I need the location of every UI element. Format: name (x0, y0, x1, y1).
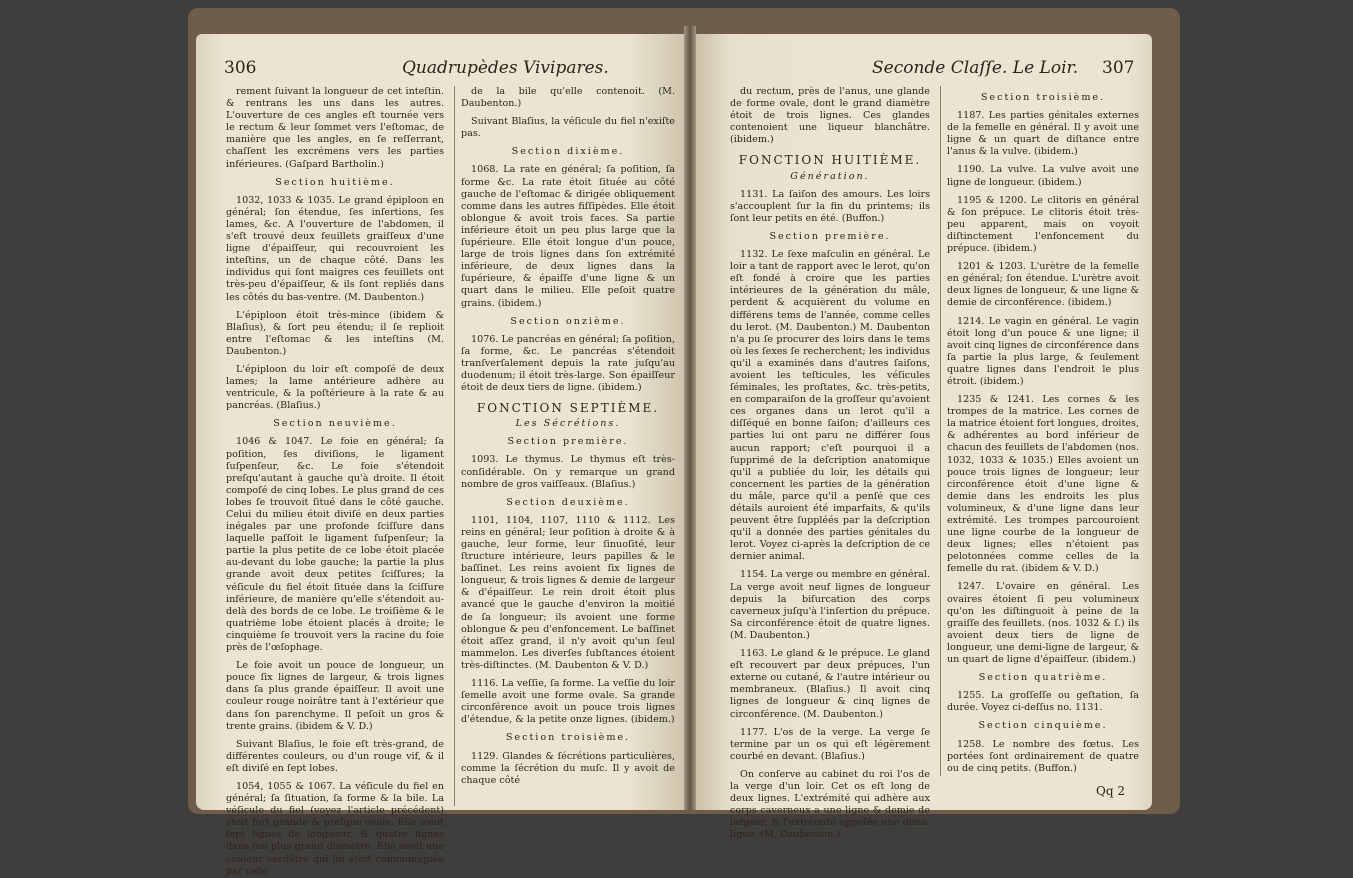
paragraph: 1177. L'os de la verge. La verge ſe termine par un os qui eſt légèrement courbé en devant. (Blaſius.) (730, 726, 930, 762)
subheading: Les Sécrétions. (515, 418, 621, 430)
paragraph: 1046 & 1047. Le foie en général; ſa poſition, ſes diviſions, le ligament ſuſpenſeur, &c. Le foie s'étendoit preſqu'autant à gauche qu'à droite. Il étoit compoſé de cinq lobes. Le plus grand de ces lobes ſe trouvoit ſitué dans le côté gauche. Celui du milieu étoit diviſé en deux parties inégales par une profonde ſciſſure dans laquelle paſſoit le ligament ſuſpenſeur; la partie la plus petite de ce lobe étoit placée au-devant du lobe gauche; la partie la plus grande avoit deux petites ſciſſures; la véſicule du fiel étoit ſituée dans la ſciſſure inférieure, de manière qu'elle s'étendoit au-delà des bords de ce lobe. Le troiſième & le quatrième lobe étoient placés à droite; le cinquième ſe trouvoit vers la racine du foie près de l'œſophage. (226, 436, 444, 654)
function-heading: FONCTION HUITIÈME. (738, 153, 922, 168)
paragraph: 1116. La veſſie, ſa forme. La veſſie du loir ſemelle avoit une forme ovale. Sa grande circonférence avoit un pouce trois lignes d'étendue, & la petite onze lignes. (ibidem.) (461, 678, 675, 726)
book-gutter (684, 26, 696, 810)
running-title-right: Seconde Claſſe. Le Loir. (872, 58, 1079, 78)
paragraph: de la bile qu'elle contenoit. (M. Daubenton.) (461, 86, 675, 110)
paragraph: L'épiploon étoit très-mince (ibidem & Blaſius), & ſort peu étendu; il ſe replioit entre l'eſtomac & les inteſtins (M. Daubenton.) (226, 309, 444, 357)
paragraph: 1255. La groſſeſſe ou geſtation, ſa durée. Voyez ci-deſſus no. 1131. (947, 690, 1139, 714)
left-column-2 (454, 86, 675, 806)
section-heading: Section dixième. (511, 146, 625, 158)
section-heading: Section onzième. (510, 315, 626, 327)
paragraph: 1076. Le pancréas en général; ſa poſition, ſa forme, &c. Le pancréas s'étendoit tranſverſalement depuis la rate juſqu'au duodenum; il étoit très-large. Son épaiſſeur étoit de deux tiers de ligne. (ibidem.) (461, 333, 676, 394)
signature-mark: Qq 2 (1096, 784, 1125, 798)
paragraph: 1054, 1055 & 1067. La véſicule du fiel en général; ſa ſituation, ſa forme & la bile. La véſicule du fiel (voyez l'article précédent) étoit fort grande & preſque ovale. Elle avoit ſept lignes de longueur, & quatre lignes dans ſon plus grand diamètre. Elle avoit une couleur verdâtre qui lui étoit communiquée par celle (226, 780, 444, 877)
section-heading: Section troisième. (980, 92, 1106, 103)
paragraph: 1187. Les parties génitales externes de la femelle en général. Il y avoit une ligne & un quart de diſtance entre l'anus & la vulve. (ibidem.) (947, 110, 1139, 158)
paragraph: 1214. Le vagin en général. Le vagin étoit long d'un pouce & une ligne; il avoit cinq lignes de circonférence dans ſa partie la plus large, & ſeulement quatre lignes dans l'endroit le plus étroit. (ibidem.) (947, 315, 1139, 387)
paragraph: L'épiploon du loir eſt compoſé de deux lames; la lame antérieure adhère au ventricule, & la poſtérieure à la rate & au pancréas. (Blaſius.) (226, 363, 444, 412)
paragraph: 1132. Le ſexe maſculin en général. Le loir a tant de rapport avec le lerot, qu'on eſt fondé à croire que les parties intérieures de la génération du mâle, perdent & acquièrent du volume en différens tems de l'année, comme celles du lerot. (M. Daubenton.) M. Daubenton n'a pu ſe procurer des loirs dans le tems où les ſexes ſe recherchent; les individus qu'il a examinés dans d'autres ſaiſons, avoient les teſticules, les véſicules ſéminales, les proſtates, &c. très-petits, en comparaiſon de la groſſeur qu'avoient ces organes dans un lerot qu'il a diſſéqué en bonne ſaiſon; d'ailleurs ces parties lui ont paru ne différer ſous aucun rapport; c'eſt pourquoi il a ſupprimé de la deſcription anatomique qu'il a publiée du loir, les détails qui concernent les parties de la génération du mâle, parce qu'il a penſé que ces détails auroient été imparfaits, & qu'ils peuvent être ſuppléés par la deſcription qu'il a donnée des parties génitales du lerot. Voyez ci-après la deſcription de ce dernier animal. (730, 249, 930, 563)
right-column-1 (730, 86, 930, 841)
paragraph: 1101, 1104, 1107, 1110 & 1112. Les reins en général; leur poſition à droite & à gauche, leur forme, leur ſinuoſité, leur ſtructure intérieure, leurs papilles & le baſſinet. Les reins avoient ſix lignes de longueur, & trois lignes & demie de largeur & d'épaiſſeur. Le rein droit étoit plus avancé que le gauche d'environ la moitié de ſa longueur; ils avoient une forme oblongue & peu d'enfoncement. Le baſſinet étoit aſſez grand, il n'y avoit qu'un ſeul mammelon. Les diverſes ſubſtances étoient très-diſtinctes. (M. Daubenton & V. D.) (461, 514, 675, 671)
section-heading: Section troisième. (505, 732, 631, 744)
paragraph: rement ſuivant la longueur de cet inteſtin. & rentrans les uns dans les autres. L'ouverture de ces angles eſt tournée vers le rectum & leur ſommet vers l'eſtomac, de manière que les angles, en ſe reſſerrant, chaſſent les excrémens vers les parties inférieures. (Gaſpard Bartholin.) (226, 86, 444, 170)
left-column-1 (226, 86, 444, 877)
paragraph: 1093. Le thymus. Le thymus eſt très-conſidérable. On y remarque un grand nombre de gros vaiſſeaux. (Blaſius.) (461, 454, 675, 490)
left-page-header (224, 58, 664, 82)
page-number-right: 307 (1102, 58, 1135, 78)
section-heading: Section neuvième. (273, 418, 397, 430)
paragraph: Suivant Blaſius, le foie eſt très-grand, de différentes couleurs, ou d'un rouge vif, & il eſt diviſé en ſept lobes. (226, 738, 444, 774)
paragraph: 1154. La verge ou membre en général. La verge avoit neuf lignes de longueur depuis la biſurcation des corps caverneux juſqu'à l'inſertion du prépuce. Sa circonférence étoit de quatre lignes. (M. Daubenton.) (730, 569, 930, 641)
paragraph: Le foie avoit un pouce de longueur, un pouce ſix lignes de largeur, & trois lignes dans ſa plus grande épaiſſeur. Il avoit une couleur rouge noirâtre tant à l'extérieur que dans ſon parenchyme. Il peſoit un gros & trente grains. (ibidem & V. D.) (226, 660, 444, 732)
paragraph: On conſerve au cabinet du roi l'os de la verge d'un loir. Cet os eſt long de deux lignes. L'extrémité qui adhère aux corps caverneux a une ligne & demie de largeur, & l'extrémité oppoſée une demi-ligne. (M. Daubenton.) (730, 768, 930, 841)
paragraph: 1129. Glandes & ſécrétions particulières, comme la ſécrétion du muſc. Il y avoit de chaque côté (461, 750, 675, 786)
right-column-2 (940, 86, 1139, 776)
paragraph: 1195 & 1200. Le clitoris en général & ſon prépuce. Le clitoris étoit très-peu apparent, mais on voyoit diſtinctement l'enfoncement du prépuce. (ibidem.) (947, 194, 1139, 255)
paragraph: 1201 & 1203. L'urètre de la femelle en général; ſon étendue. L'urètre avoit deux lignes de longueur, & une ligne & demie de circonférence. (ibidem.) (947, 261, 1139, 309)
section-heading: Section cinquième. (978, 720, 1108, 732)
paragraph: Suivant Blaſius, la véſicule du fiel n'exiſte pas. (461, 116, 675, 140)
paragraph: du rectum, près de l'anus, une glande de forme ovale, dont le grand diamètre étoit de trois lignes. Ces glandes contenoient une liqueur blanchâtre. (ibidem.) (730, 86, 930, 146)
page-number-left: 306 (224, 58, 257, 78)
running-title-left: Quadrupèdes Vivipares. (402, 58, 609, 78)
subheading: Génération. (790, 170, 870, 182)
paragraph: 1235 & 1241. Les cornes & les trompes de la matrice. Les cornes de la matrice étoient fort longues, droites, & adhérentes au bord inférieur de chacun des feuillets de l'abdomen (nos. 1032, 1033 & 1035.) Elles avoient un pouce trois lignes de longueur; leur circonférence étoit d'une ligne & demie dans les endroits les plus volumineux, & d'une ligne dans leur extrémité. Les trompes parcouroient une ligne courbe de la longueur de deux lignes; elles n'étoient pas pelotonnées comme celles de la femelle du rat. (ibidem & V. D.) (947, 394, 1139, 575)
section-heading: Section première. (507, 436, 629, 448)
paragraph: 1032, 1033 & 1035. Le grand épiploon en général; ſon étendue, ſes inſertions, ſes lames, &c. A l'ouverture de l'abdomen, il s'eſt trouvé deux feuillets graiſſeux d'une ligne d'épaiſſeur, qui recouvroient les inteſtins, un de chaque côté. Dans les individus qui ſont maigres ces feuillets ont très-peu d'épaiſſeur, & ils ſont repliés dans les côtés du bas-ventre. (M. Daubenton.) (226, 194, 444, 303)
paragraph: 1068. La rate en général; ſa poſition, ſa forme &c. La rate étoit ſituée au côté gauche de l'eſtomac & dirigée obliquement comme dans les autres fiſſipèdes. Elle étoit oblongue & avoit trois faces. Sa partie inférieure étoit un peu plus large que la ſupérieure. Elle étoit longue d'un pouce, large de trois lignes dans ſon extrémité inférieure, de deux lignes dans la ſupérieure, & épaiſſe d'une ligne & un quart dans le milieu. Elle peſoit quatre grains. (ibidem.) (461, 164, 675, 309)
right-page-header (872, 58, 1142, 82)
paragraph: 1258. Le nombre des fœtus. Les portées ſont ordinairement de quatre ou de cinq petits. (Buffon.) (947, 738, 1139, 774)
section-heading: Section quatrième. (978, 672, 1108, 684)
section-heading: Section huitième. (275, 176, 395, 188)
function-heading: FONCTION SEPTIÈME. (476, 401, 660, 416)
section-heading: Section première. (769, 230, 891, 242)
section-heading: Section deuxième. (506, 496, 630, 508)
paragraph: 1131. La ſaiſon des amours. Les loirs s'accouplent ſur la fin du printems; ils ſont leur petits en été. (Buffon.) (730, 188, 930, 224)
paragraph: 1190. La vulve. La vulve avoit une ligne de longueur. (ibidem.) (947, 164, 1139, 188)
paragraph: 1247. L'ovaire en général. Les ovaires étoient ſi peu volumineux qu'on les diſtinguoit à peine de la graiſſe des feuillets. (nos. 1032 & ſ.) ils avoient deux tiers de ligne de longueur, une demi-ligne de largeur, & un quart de ligne d'épaiſſeur. (ibidem.) (947, 581, 1139, 666)
paragraph: 1163. Le gland & le prépuce. Le gland eſt recouvert par deux prépuces, l'un externe ou cutané, & l'autre intérieur ou membraneux. (Blaſius.) Il avoit cinq lignes de longueur & cinq lignes de circonférence. (M. Daubenton.) (730, 648, 930, 720)
